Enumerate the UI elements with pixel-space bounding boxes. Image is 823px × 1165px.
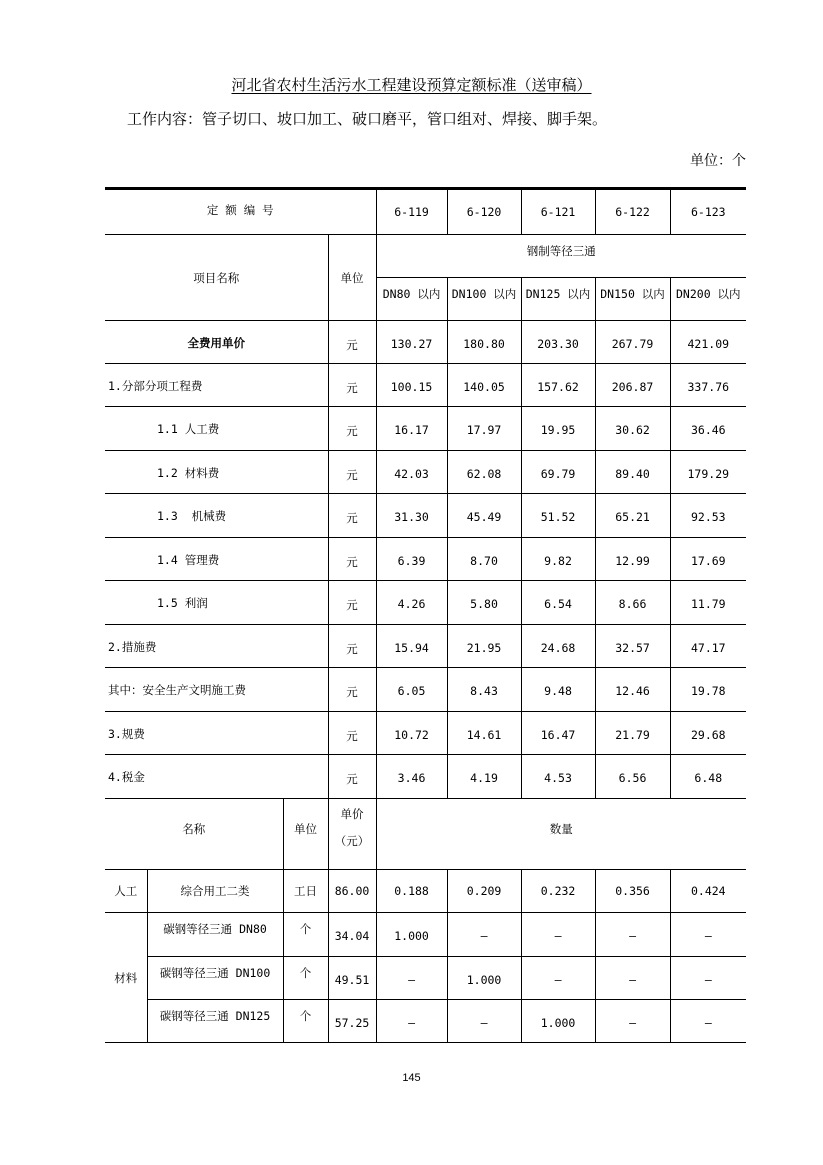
cost-value: 6.48 [670, 755, 746, 799]
cost-value: 92.53 [670, 494, 746, 538]
material-name: 碳钢等径三通 DN125 [147, 1000, 283, 1043]
spec-header: DN100 以内 [447, 278, 521, 321]
cost-value: 10.72 [376, 712, 447, 755]
labor-quantity: 0.188 [376, 870, 447, 913]
unit-header: 单位 [328, 235, 376, 321]
labor-quantity: 0.356 [595, 870, 670, 913]
cost-value: 180.80 [447, 321, 521, 364]
material-unit: 个 [283, 913, 328, 957]
cost-value: 9.48 [521, 668, 595, 712]
cost-name: 全费用单价 [105, 321, 328, 364]
cost-row [105, 321, 746, 364]
material-quantity: – [670, 957, 746, 1000]
cost-value: 89.40 [595, 451, 670, 494]
cost-name: 1.4 管理费 [105, 538, 328, 581]
cost-value: 4.26 [376, 581, 447, 625]
price-unit-label: （元） [334, 834, 370, 848]
quota-code: 6-122 [595, 189, 670, 235]
cost-value: 12.46 [595, 668, 670, 712]
cost-value: 17.97 [447, 407, 521, 451]
material-row [105, 1000, 746, 1043]
cost-value: 6.54 [521, 581, 595, 625]
material-price: 34.04 [328, 913, 376, 957]
cost-value: 179.29 [670, 451, 746, 494]
cost-name: 1.3 机械费 [105, 494, 328, 538]
cost-value: 69.79 [521, 451, 595, 494]
cost-unit: 元 [328, 407, 376, 451]
cost-value: 6.56 [595, 755, 670, 799]
material-row [105, 957, 746, 1000]
cost-value: 4.53 [521, 755, 595, 799]
spec-header: DN150 以内 [595, 278, 670, 321]
material-quantity: – [670, 913, 746, 957]
labor-quantity: 0.232 [521, 870, 595, 913]
material-quantity: – [447, 1000, 521, 1043]
cost-value: 8.70 [447, 538, 521, 581]
spec-header: DN125 以内 [521, 278, 595, 321]
cost-value: 6.05 [376, 668, 447, 712]
cost-name: 1.1 人工费 [105, 407, 328, 451]
cost-value: 8.66 [595, 581, 670, 625]
spec-header: DN80 以内 [376, 278, 447, 321]
cost-name: 1.5 利润 [105, 581, 328, 625]
cost-value: 30.62 [595, 407, 670, 451]
cost-value: 203.30 [521, 321, 595, 364]
cost-unit: 元 [328, 625, 376, 668]
quota-code: 6-119 [376, 189, 447, 235]
cost-value: 12.99 [595, 538, 670, 581]
cost-value: 19.95 [521, 407, 595, 451]
cost-row [105, 581, 746, 625]
cost-value: 19.78 [670, 668, 746, 712]
cost-unit: 元 [328, 321, 376, 364]
group-header: 钢制等径三通 [376, 235, 746, 278]
spec-header: DN200 以内 [670, 278, 746, 321]
cost-value: 21.79 [595, 712, 670, 755]
cost-value: 65.21 [595, 494, 670, 538]
material-quantity: – [521, 913, 595, 957]
cost-value: 130.27 [376, 321, 447, 364]
cost-row [105, 712, 746, 755]
cost-value: 6.39 [376, 538, 447, 581]
cost-value: 17.69 [670, 538, 746, 581]
price-label: 单价 [340, 807, 364, 821]
cost-value: 21.95 [447, 625, 521, 668]
material-quantity: – [376, 957, 447, 1000]
cost-row [105, 625, 746, 668]
cost-unit: 元 [328, 364, 376, 407]
cost-row [105, 407, 746, 451]
cost-unit: 元 [328, 755, 376, 799]
cost-row [105, 668, 746, 712]
cost-value: 36.46 [670, 407, 746, 451]
quota-code: 6-123 [670, 189, 746, 235]
labor-unit: 工日 [283, 870, 328, 913]
material-quantity: 1.000 [447, 957, 521, 1000]
cost-value: 421.09 [670, 321, 746, 364]
cost-row [105, 451, 746, 494]
cost-value: 24.68 [521, 625, 595, 668]
cost-row [105, 755, 746, 799]
resource-name-header: 名称 [105, 799, 283, 870]
cost-name: 其中：安全生产文明施工费 [105, 668, 328, 712]
material-row [105, 913, 746, 957]
cost-value: 14.61 [447, 712, 521, 755]
cost-name: 1.分部分项工程费 [105, 364, 328, 407]
cost-value: 32.57 [595, 625, 670, 668]
cost-value: 9.82 [521, 538, 595, 581]
cost-value: 31.30 [376, 494, 447, 538]
cost-name: 3.规费 [105, 712, 328, 755]
labor-row [105, 870, 746, 913]
cost-unit: 元 [328, 538, 376, 581]
cost-value: 8.43 [447, 668, 521, 712]
cost-value: 16.17 [376, 407, 447, 451]
cost-row [105, 494, 746, 538]
cost-unit: 元 [328, 712, 376, 755]
cost-value: 47.17 [670, 625, 746, 668]
cost-value: 206.87 [595, 364, 670, 407]
material-quantity: – [595, 913, 670, 957]
cost-value: 337.76 [670, 364, 746, 407]
material-quantity: – [376, 1000, 447, 1043]
cost-value: 100.15 [376, 364, 447, 407]
material-quantity: – [595, 957, 670, 1000]
cost-unit: 元 [328, 668, 376, 712]
labor-quantity: 0.424 [670, 870, 746, 913]
quota-code-row [105, 189, 746, 235]
material-price: 49.51 [328, 957, 376, 1000]
cost-value: 29.68 [670, 712, 746, 755]
quota-label: 定 额 编 号 [105, 189, 376, 235]
labor-price: 86.00 [328, 870, 376, 913]
material-quantity: – [521, 957, 595, 1000]
cost-value: 3.46 [376, 755, 447, 799]
cost-value: 11.79 [670, 581, 746, 625]
cost-value: 42.03 [376, 451, 447, 494]
resource-unit-label: 单位 [294, 822, 317, 836]
group-header-row [105, 235, 746, 278]
page-number: 145 [402, 1072, 421, 1084]
material-quantity: – [670, 1000, 746, 1043]
cost-name: 4.税金 [105, 755, 328, 799]
material-quantity: – [595, 1000, 670, 1043]
resource-price-header [328, 799, 376, 870]
cost-unit: 元 [328, 494, 376, 538]
cost-unit: 元 [328, 581, 376, 625]
cost-row [105, 538, 746, 581]
cost-value: 45.49 [447, 494, 521, 538]
quantity-header: 数量 [376, 799, 746, 870]
cost-name: 1.2 材料费 [105, 451, 328, 494]
quota-code: 6-120 [447, 189, 521, 235]
document-title: 河北省农村生活污水工程建设预算定额标准（送审稿） [231, 76, 592, 94]
resource-unit-header [283, 799, 328, 870]
resource-header-row [105, 799, 746, 870]
material-name: 碳钢等径三通 DN100 [147, 957, 283, 1000]
labor-category: 人工 [105, 870, 147, 913]
cost-value: 4.19 [447, 755, 521, 799]
cost-value: 5.80 [447, 581, 521, 625]
cost-unit: 元 [328, 451, 376, 494]
cost-value: 267.79 [595, 321, 670, 364]
material-category: 材料 [105, 913, 147, 1043]
cost-value: 62.08 [447, 451, 521, 494]
material-quantity: 1.000 [521, 1000, 595, 1043]
material-quantity: – [447, 913, 521, 957]
cost-value: 15.94 [376, 625, 447, 668]
labor-name: 综合用工二类 [147, 870, 283, 913]
cost-row [105, 364, 746, 407]
cost-value: 157.62 [521, 364, 595, 407]
cost-value: 140.05 [447, 364, 521, 407]
material-quantity: 1.000 [376, 913, 447, 957]
cost-value: 16.47 [521, 712, 595, 755]
material-price: 57.25 [328, 1000, 376, 1043]
cost-name: 2.措施费 [105, 625, 328, 668]
quota-code: 6-121 [521, 189, 595, 235]
material-name: 碳钢等径三通 DN80 [147, 913, 283, 957]
material-unit: 个 [283, 957, 328, 1000]
quota-table [105, 187, 746, 1043]
cost-value: 51.52 [521, 494, 595, 538]
material-unit: 个 [283, 1000, 328, 1043]
work-content: 工作内容：管子切口、坡口加工、破口磨平，管口组对、焊接、脚手架。 [127, 110, 608, 128]
unit-note: 单位：个 [690, 153, 746, 169]
item-name-header: 项目名称 [105, 235, 328, 321]
labor-quantity: 0.209 [447, 870, 521, 913]
